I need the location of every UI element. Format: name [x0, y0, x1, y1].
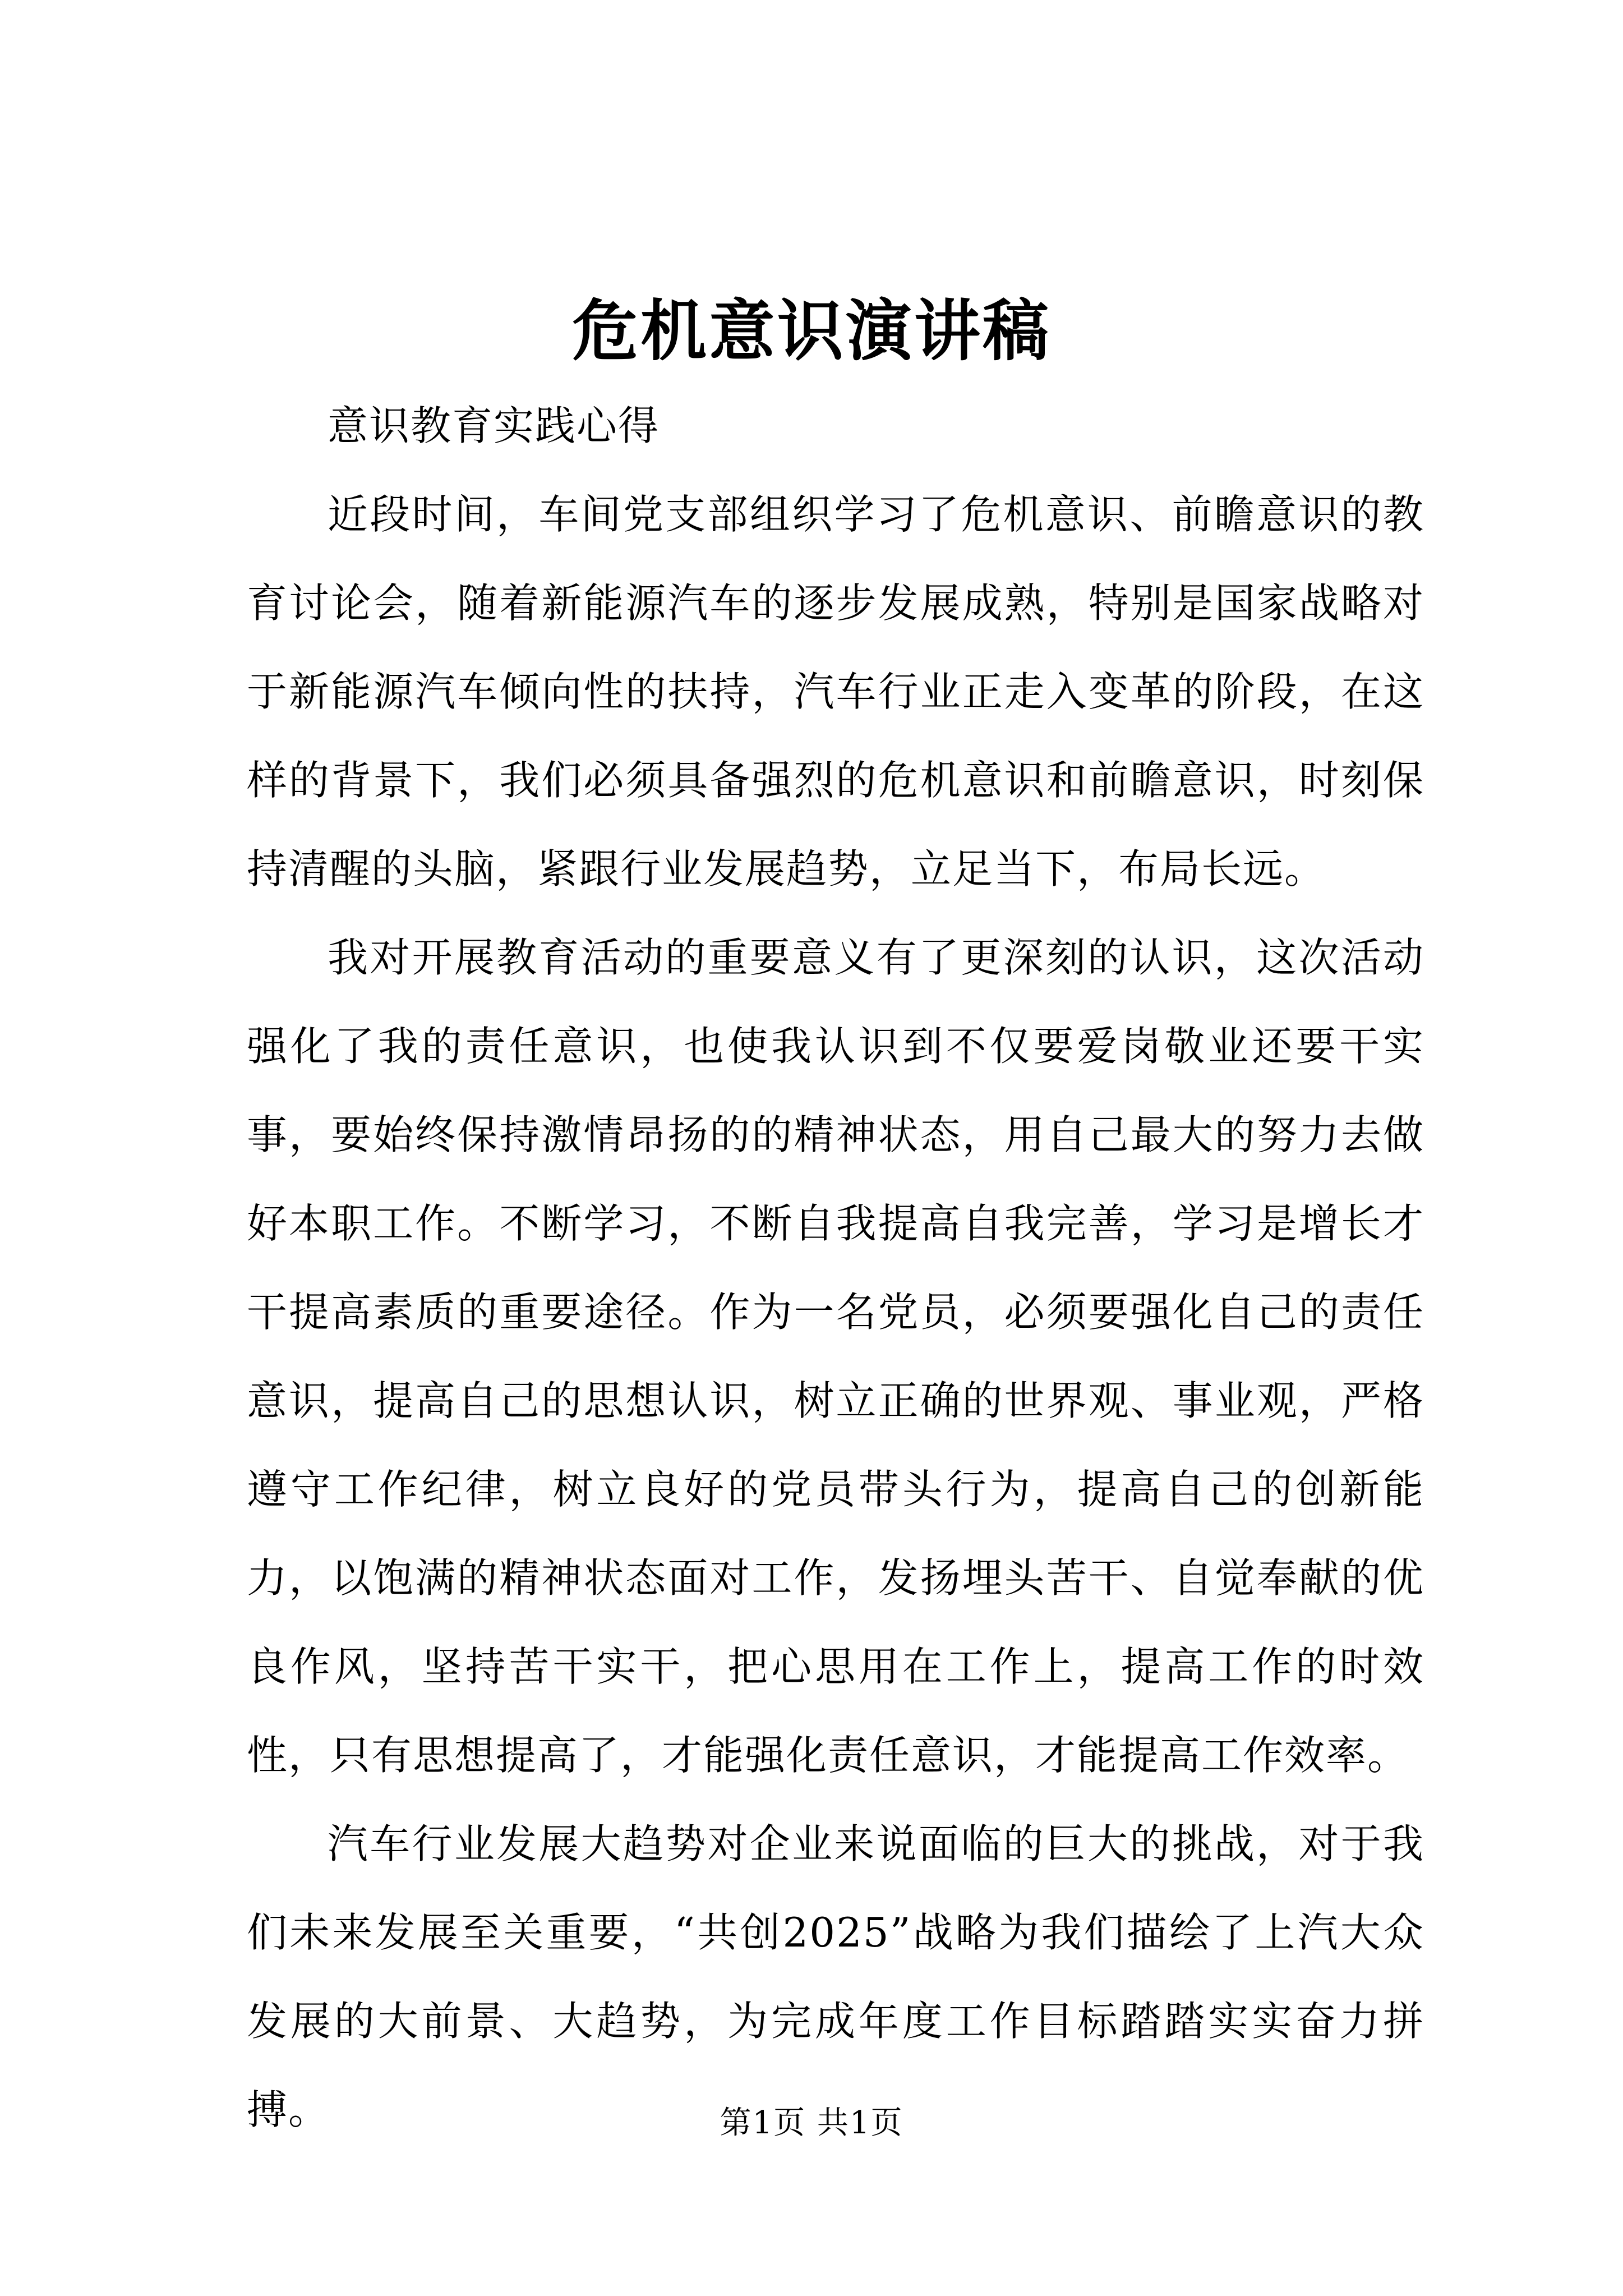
body-paragraph: 我对开展教育活动的重要意义有了更深刻的认识，这次活动强化了我的责任意识，也使我认识到不仅要爱岗敬业还要干实事，要始终保持激情昂扬的的精神状态，用自己最大的努力去做好本职工作。不断学习，不断自我提高自我完善，学习是增长才干提高素质的重要途径。作为一名党员，必须要强化自己的责任意识，提高自己的思想认识，树立正确的世界观、事业观，严格遵守工作纪律，树立良好的党员带头行为，提高自己的创新能力，以饱满的精神状态面对工作，发扬埋头苦干、自觉奉献的优良作风，坚持苦干实干，把心思用在工作上，提高工作的时效性，只有思想提高了，才能强化责任意识，才能提高工作效率。 [247, 934, 1424, 1779]
body-paragraph: 汽车行业发展大趋势对企业来说面临的巨大的挑战，对于我们未来发展至关重要，“共创2025”战略为我们描绘了上汽大众发展的大前景、大趋势，为完成年度工作目标踏踏实实奋力拼搏。 [247, 1820, 1424, 2133]
document-body [247, 381, 1424, 2154]
page-number-footer: 第1页 共1页 [720, 2105, 903, 2141]
subtitle-paragraph: 意识教育实践心得 [328, 402, 660, 449]
document-title: 危机意识演讲稿 [571, 292, 1051, 370]
body-paragraph: 近段时间，车间党支部组织学习了危机意识、前瞻意识的教育讨论会，随着新能源汽车的逐步发展成熟，特别是国家战略对于新能源汽车倾向性的扶持，汽车行业正走入变革的阶段，在这样的背景下，我们必须具备强烈的危机意识和前瞻意识，时刻保持清醒的头脑，紧跟行业发展趋势，立足当下，布局长远。 [247, 491, 1424, 892]
